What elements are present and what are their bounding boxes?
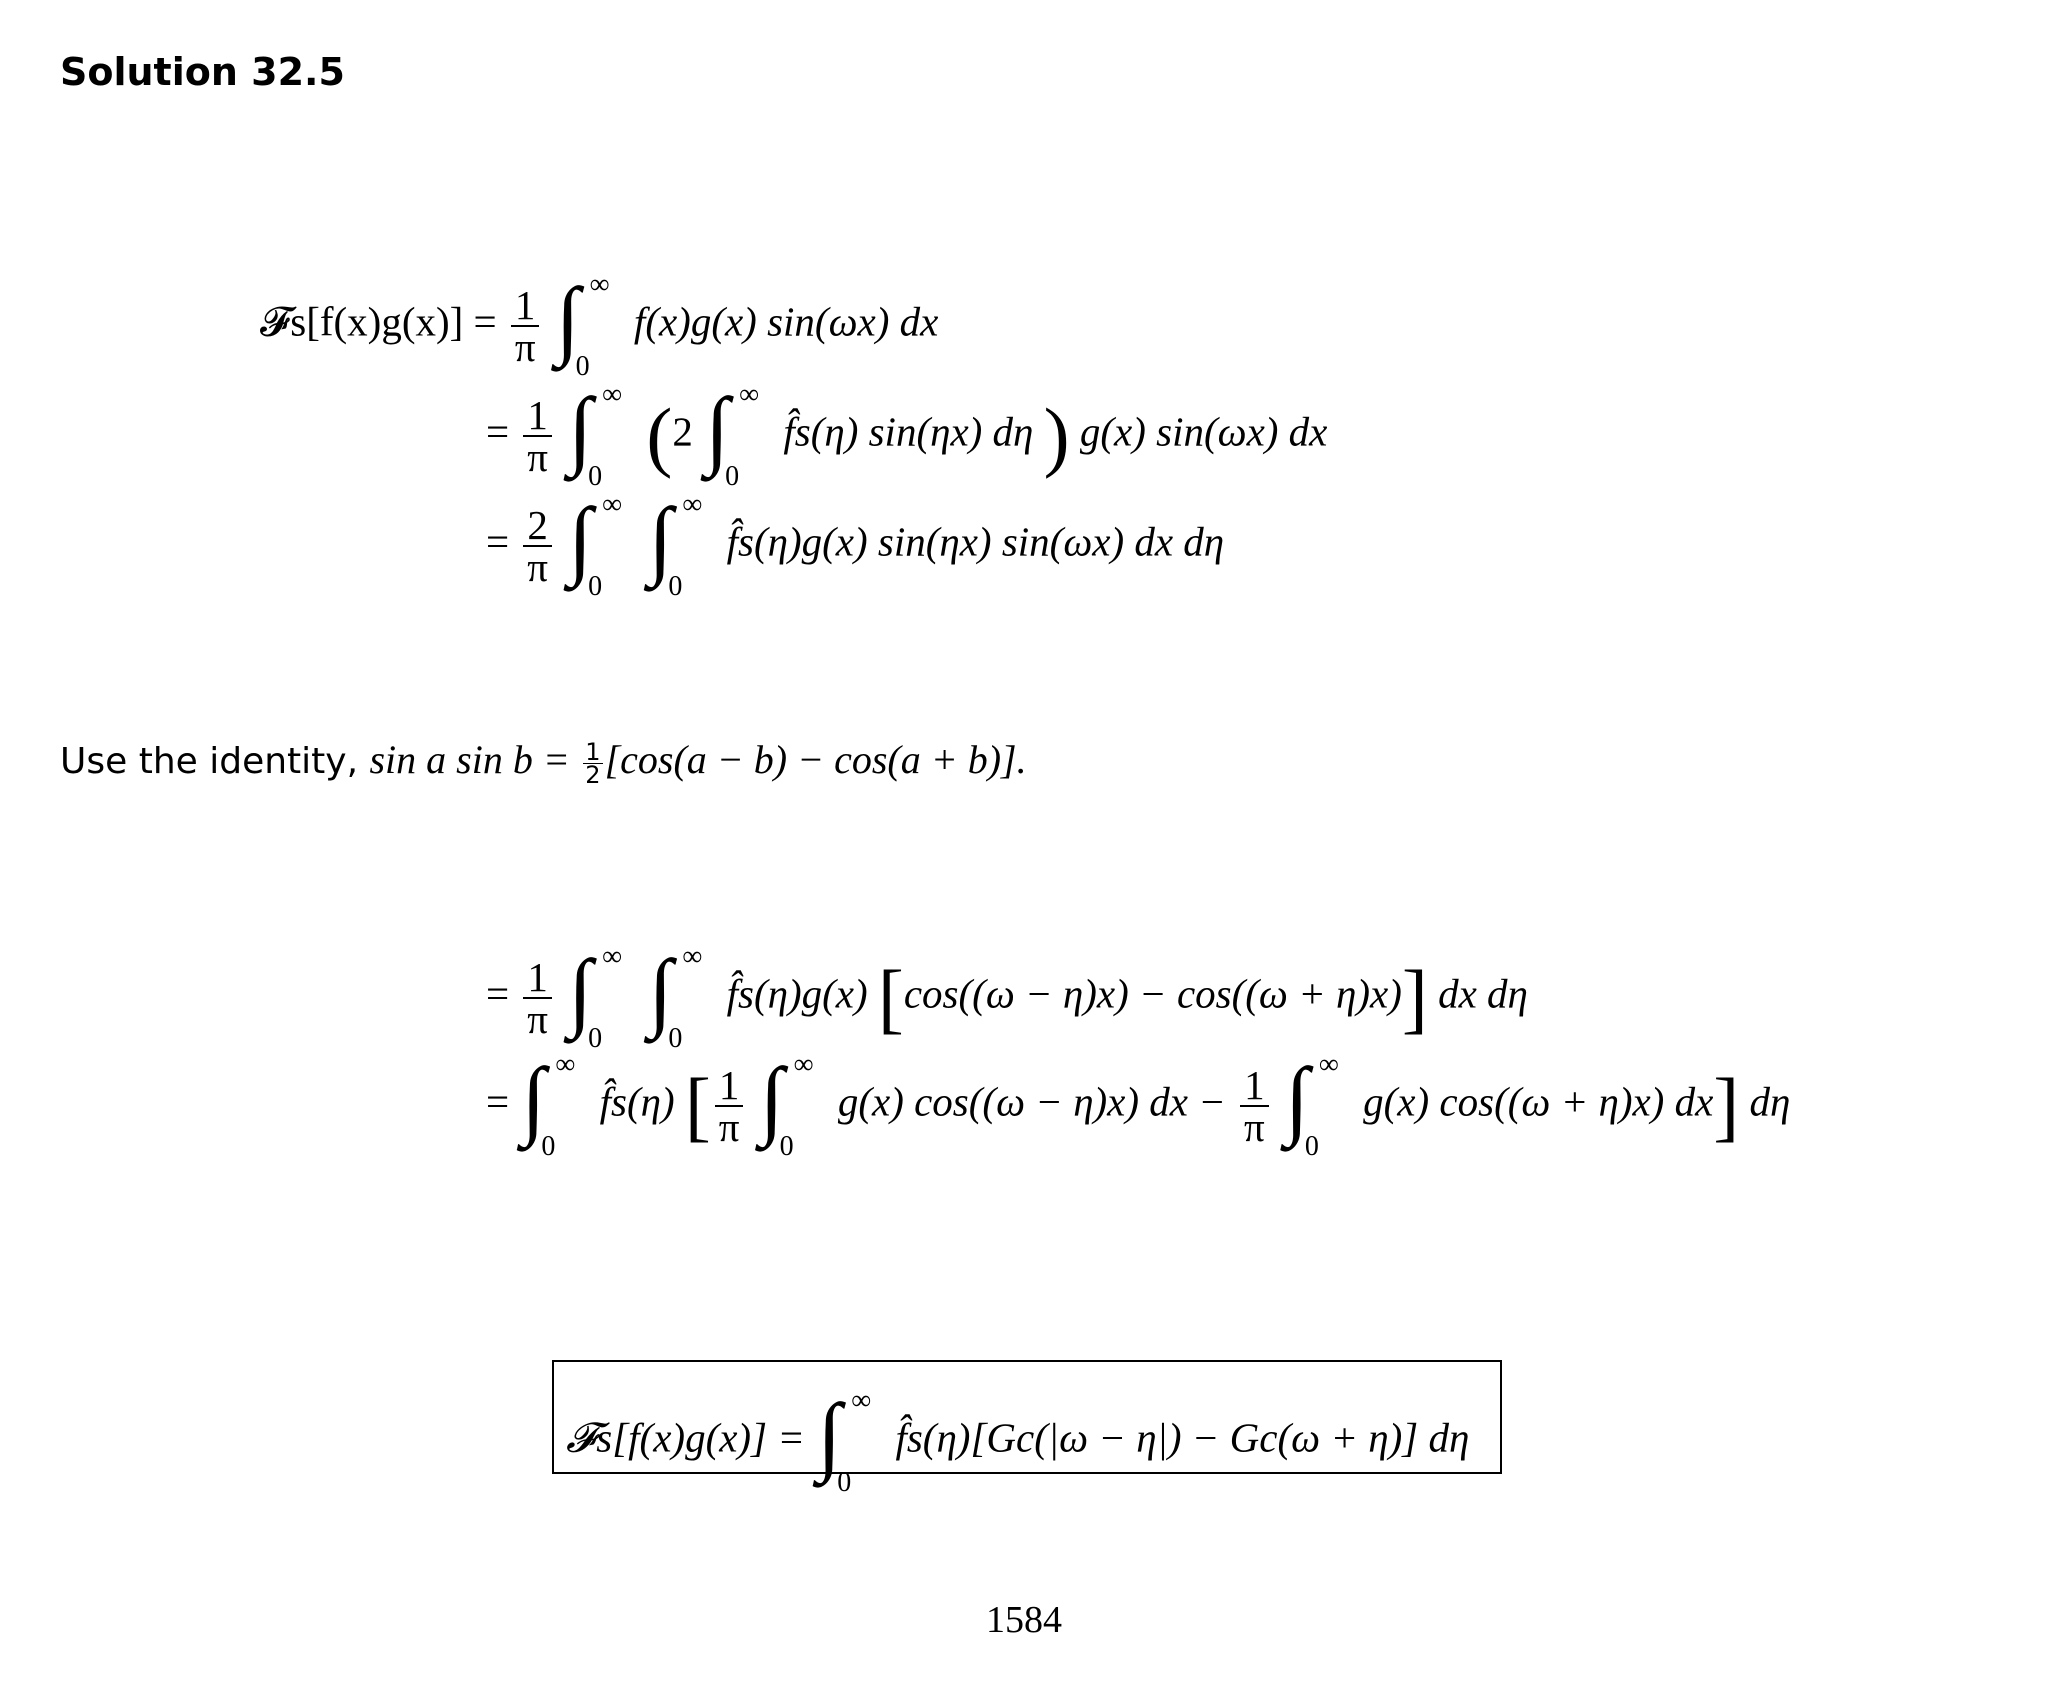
integral-sign: ∫ ∞ 0 (521, 1049, 576, 1162)
integrand: g(x) sin(ωx) dx (1079, 408, 1328, 455)
integral-sign: ∫ ∞ 0 (1284, 1049, 1339, 1162)
boxed-equation: 𝓕s[f(x)g(x)] = ∫ ∞ 0 f̂s(η)[Gc(|ω − η|) − Gc(ω + η)] dη (566, 1385, 1470, 1498)
fraction: $\frac{2}{\pi}$ (523, 505, 552, 587)
fraction: $\frac{1}{\pi}$ (523, 395, 552, 477)
integrand: f(x)g(x) sin(ωx) dx (633, 298, 939, 345)
fraction: $\frac{1}{\pi}$ (1240, 1065, 1269, 1147)
boxed-result (552, 1360, 1502, 1498)
fraction: $\frac{1}{\pi}$ (523, 957, 552, 1039)
equation-block-2-line-2: = ∫ ∞ 0 f̂s(η) [ $\frac{1}{\pi}$ ∫ ∞ 0 g(x) cos((ω − η)x) dx − $\frac{1}{\pi}$ ∫ ∞ 0 g(x) cos((ω + η)x) dx] dη (486, 1049, 1791, 1162)
integral-sign: ∫ ∞ 0 (568, 379, 623, 492)
identity-sentence: Use the identity, sin a sin b = $\frac{1}{2}$ [cos(a − b) − cos(a + b)]. (60, 737, 1027, 789)
integral-sign: ∫ ∞ 0 (817, 1385, 872, 1498)
integral-sign: ∫ ∞ 0 (648, 489, 703, 602)
solution-heading: Solution 32.5 (60, 50, 345, 94)
integral-sign: ∫ ∞ 0 (555, 269, 610, 382)
equation-block-1-line-2: = $\frac{1}{\pi}$ ∫ ∞ 0 (2 ∫ ∞ 0 f̂s(η) sin(ηx) dη ) g(x) sin(ωx) dx (486, 379, 1328, 492)
integrand: f̂s(η)g(x) sin(ηx) sin(ωx) dx dη (726, 518, 1225, 565)
integral-sign: ∫ ∞ 0 (568, 941, 623, 1054)
integral-sign: ∫ ∞ 0 (568, 489, 623, 602)
equation-block-1-line-3: = $\frac{2}{\pi}$ ∫ ∞ 0 ∫ ∞ 0 f̂s(η)g(x) sin(ηx) sin(ωx) dx dη (486, 489, 1225, 602)
lhs: 𝓕s[f(x)g(x)] = (260, 298, 497, 345)
integral-sign: ∫ ∞ 0 (705, 379, 760, 492)
equation-block-2-line-1: = $\frac{1}{\pi}$ ∫ ∞ 0 ∫ ∞ 0 f̂s(η)g(x) [cos((ω − η)x) − cos((ω + η)x)] dx dη (486, 941, 1528, 1054)
fraction: $\frac{1}{\pi}$ (511, 285, 540, 367)
inner-integrand: f̂s(η) sin(ηx) dη (783, 408, 1034, 455)
half-fraction: $\frac{1}{2}$ (585, 737, 601, 789)
fraction: $\frac{1}{\pi}$ (715, 1065, 744, 1147)
integral-sign: ∫ ∞ 0 (759, 1049, 814, 1162)
equation-block-1-line-1 (260, 269, 939, 382)
page-number: 1584 (986, 1599, 1062, 1641)
integral-sign: ∫ ∞ 0 (648, 941, 703, 1054)
